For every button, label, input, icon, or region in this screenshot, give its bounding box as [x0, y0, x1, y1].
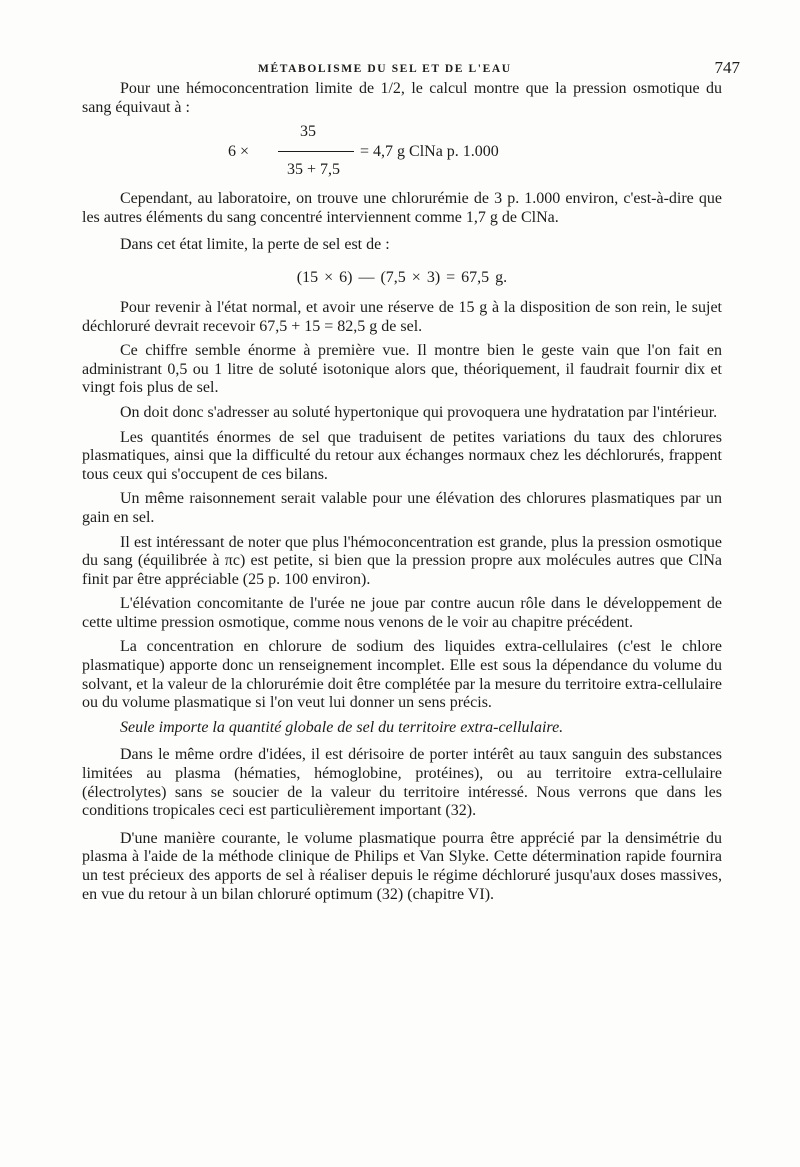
running-head: MÉTABOLISME DU SEL ET DE L'EAU	[258, 63, 512, 75]
formula-prefix: 6 ×	[228, 143, 250, 161]
fraction-bar	[278, 151, 354, 152]
page-header	[82, 0, 740, 80]
paragraph-plasma-volume: D'une manière courante, le volume plasmatique pourra être apprécié par la densimétrie du plasma à l'aide de la méthode clinique de Philips et Van Slyke. Cette détermination rapide fournira un test précieux des apports de sel à réaliser depuis le régime déchloruré jusqu'aux doses massives, en vue du retour à un bilan chloruré optimum (32) (chapitre VI).	[82, 829, 722, 903]
book-page	[82, 0, 740, 904]
salt-loss-equation: (15 × 6) — (7,5 × 3) = 67,5 g.	[296, 268, 508, 286]
paragraph-same-order: Dans le même ordre d'idées, il est dérisoire de porter intérêt au taux sanguin des substances limitées au plasma (hématies, hémoglobine, protéines), ou au territoire extra-cellulaire (électrolytes) sans se soucier de la valeur du territoire intéressé. Nous verrons que dans les conditions tropicales ceci est particulièrement important (32).	[82, 746, 722, 820]
paragraph-hypertonic: On doit donc s'adresser au soluté hypertonique qui provoquera une hydratation par l'intérieur.	[120, 403, 718, 421]
formula-result: = 4,7 g ClNa p. 1.000	[360, 143, 499, 161]
paragraph-concentration: La concentration en chlorure de sodium des liquides extra-cellulaires (c'est le chlore plasmatique) apporte donc un renseignement incomplet. Elle est sous la dépendance du volume du solvant, et la valeur de la chlorurémie doit être complétée par la mesure du territoire extra-cellulaire ou du volume plasmatique si l'on veut lui donner un sens précis.	[82, 638, 722, 712]
paragraph-laboratory: Cependant, au laboratoire, on trouve une chlorurémie de 3 p. 1.000 environ, c'est-à-dire que les autres éléments du sang concentré interviennent comme 1,7 g de ClNa.	[82, 190, 722, 226]
paragraph-osmotic-note: Il est intéressant de noter que plus l'hémoconcentration est grande, plus la pression osmotique du sang (équilibrée à πc) est petite, si bien que la pression propre aux molécules autres que ClNa finit par être appréciable (25 p. 100 environ).	[82, 533, 722, 588]
paragraph-emphasis: Seule importe la quantité globale de sel du territoire extra-cellulaire.	[120, 718, 564, 736]
paragraph-return-normal: Pour revenir à l'état normal, et avoir une réserve de 15 g à la disposition de son rein, le sujet déchloruré devrait recevoir 67,5 + 15 = 82,5 g de sel.	[82, 298, 722, 335]
osmotic-pressure-formula	[82, 123, 722, 181]
page-number: 747	[714, 58, 740, 77]
paragraph-quantities: Les quantités énormes de sel que traduisent de petites variations du taux des chlorures plasmatiques, ainsi que la difficulté du retour aux échanges normaux chez les déchlorurés, frappent tous ceux qui s'occupent de ces bilans.	[82, 428, 722, 483]
paragraph-urea: L'élévation concomitante de l'urée ne joue par contre aucun rôle dans le développement de cette ultime pression osmotique, comme nous venons de le voir au chapitre précédent.	[82, 595, 722, 631]
paragraph-reasoning: Un même raisonnement serait valable pour une élévation des chlorures plasmatiques par un gain en sel.	[82, 490, 722, 526]
paragraph-limit-state: Dans cet état limite, la perte de sel est de :	[120, 236, 390, 254]
paragraph-hemoconcentration: Pour une hémoconcentration limite de 1/2, le calcul montre que la pression osmotique du sang équivaut à :	[82, 80, 722, 116]
formula-numerator: 35	[300, 123, 316, 141]
formula-denominator: 35 + 7,5	[287, 161, 341, 179]
page-body	[82, 80, 722, 904]
paragraph-figure: Ce chiffre semble énorme à première vue. Il montre bien le geste vain que l'on fait en administrant 0,5 ou 1 litre de soluté isotonique alors que, théoriquement, il faudrait fournir dix et vingt fois plus de sel.	[82, 342, 722, 397]
